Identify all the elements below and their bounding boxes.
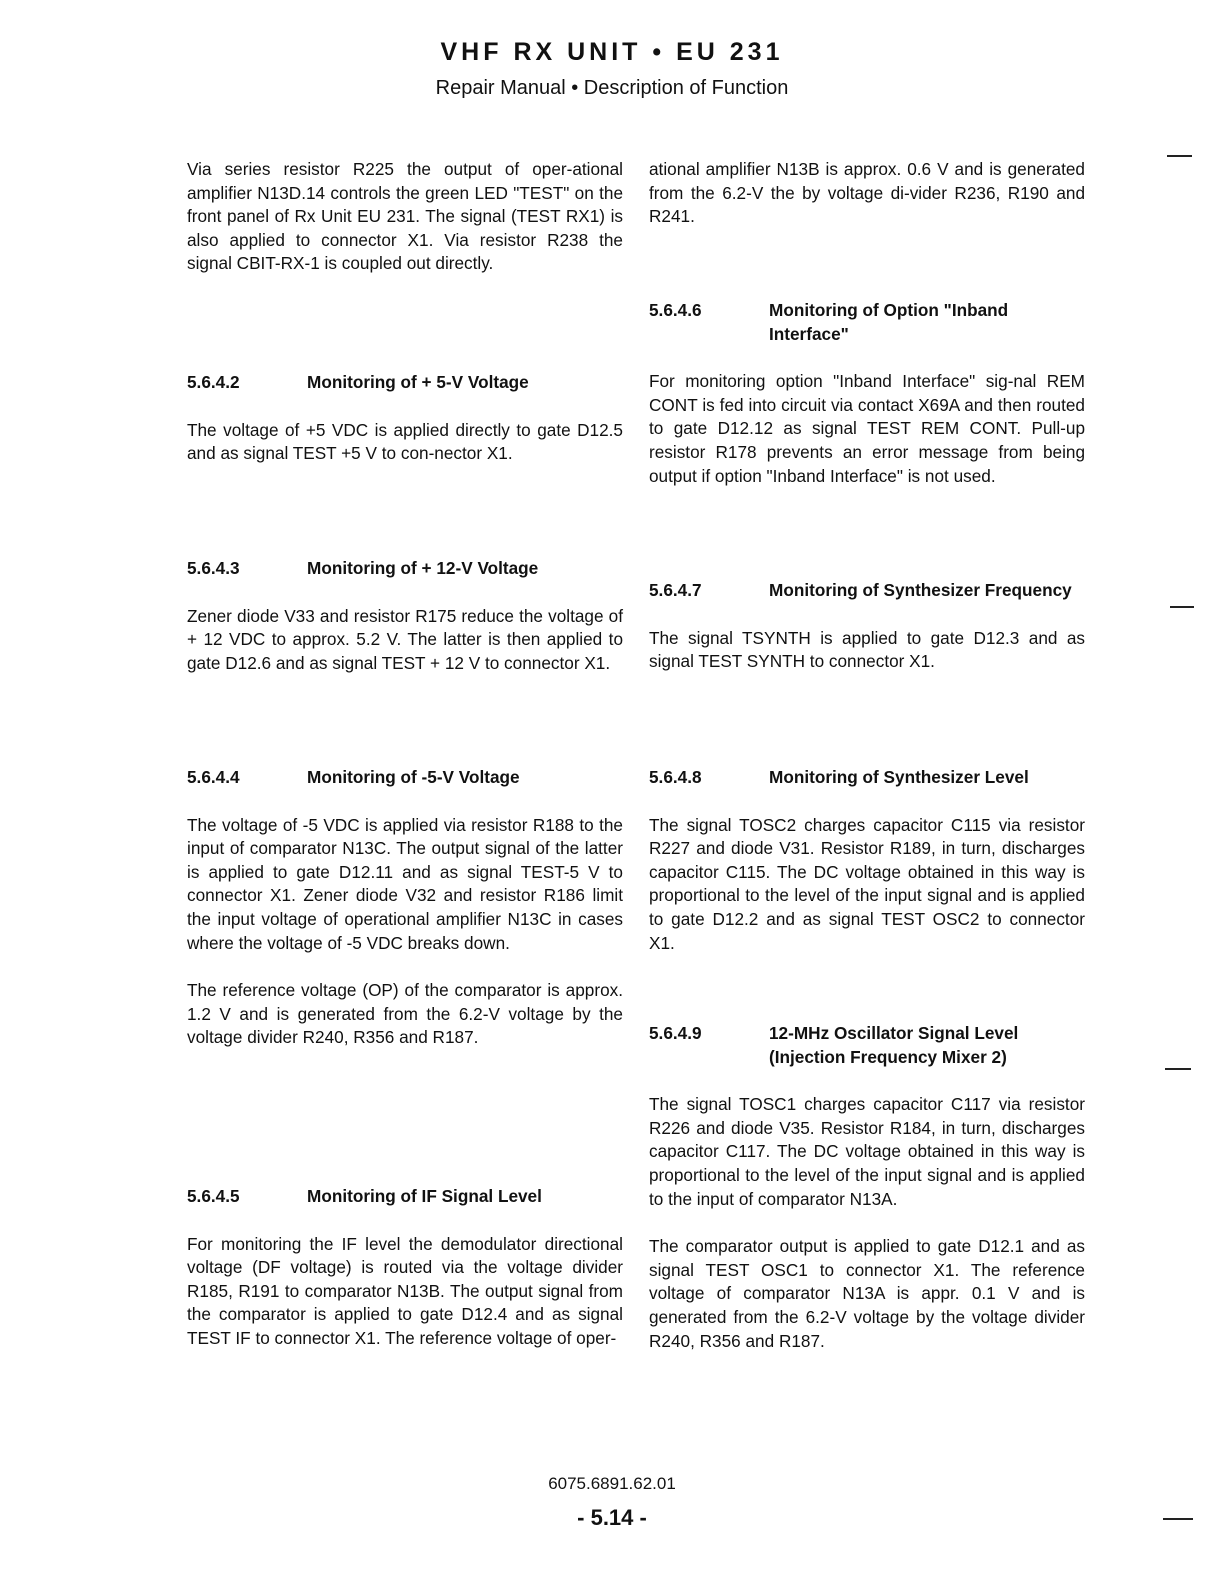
section-title: Monitoring of Synthesizer Level — [769, 767, 1029, 787]
section-title: 12-MHz Oscillator Signal Level (Injection Frequency Mixer 2) — [769, 1023, 1019, 1067]
section-body: The signal TSYNTH is applied to gate D12.3 and as signal TEST SYNTH to connector X1. — [649, 627, 1085, 672]
section-5-6-4-4 — [187, 766, 623, 1050]
section-number: 5.6.4.7 — [649, 580, 702, 600]
section-5-6-4-3 — [187, 557, 623, 675]
section-number: 5.6.4.4 — [187, 767, 240, 787]
document-number: 6075.6891.62.01 — [548, 1474, 676, 1493]
section-body: The voltage of +5 VDC is applied directly to gate D12.5 and as signal TEST +5 V to con-nector X1. — [187, 419, 623, 464]
section-body: For monitoring option "Inband Interface" sig-nal REM CONT is fed into circuit via contact X69A and then routed to gate D12.12 as signal TEST REM CONT. Pull-up resistor R178 prevents an error message from being output if option "Inband Interface" is not used. — [649, 371, 1085, 486]
section-title: Monitoring of + 12-V Voltage — [307, 558, 539, 578]
page-number: - 5.14 - — [577, 1505, 647, 1530]
section-body: For monitoring the IF level the demodulator directional voltage (DF voltage) is routed via the voltage divider R185, R191 to comparator N13B. The output signal from the comparator is applied to gate D12.4 and as signal TEST IF to connector X1. The reference voltage of oper- — [187, 1233, 623, 1348]
section-5-6-4-6 — [649, 299, 1085, 488]
section-body: Zener diode V33 and resistor R175 reduce the voltage of + 12 VDC to approx. 5.2 V. The latter is then applied to gate D12.6 and as signal TEST + 12 V to connector X1. — [187, 605, 623, 673]
document-title: VHF RX UNIT • EU 231 — [440, 38, 784, 66]
margin-mark — [1165, 1068, 1191, 1070]
section-number: 5.6.4.6 — [649, 300, 702, 320]
section-5-6-4-2 — [187, 371, 623, 466]
margin-mark — [1170, 606, 1194, 608]
margin-mark — [1167, 155, 1192, 157]
section-5-6-4-5 — [187, 1185, 623, 1351]
section-number: 5.6.4.3 — [187, 558, 240, 578]
section-number: 5.6.4.2 — [187, 372, 240, 392]
section-title: Monitoring of Synthesizer Frequency — [769, 580, 1072, 600]
section-title: Monitoring of Option "Inband Interface" — [769, 300, 1009, 344]
section-body: The signal TOSC1 charges capacitor C117 via resistor R226 and diode V35. Resistor R184, in turn, discharges capacitor C117. The DC voltage obtained in this way is proportional to the level of the input signal and is applied to the input of comparator N13A. — [649, 1094, 1085, 1209]
intro-paragraph-right: ational amplifier N13B is approx. 0.6 V and is generated from the 6.2-V the by voltage di-vider R236, R190 and R241. — [649, 159, 1085, 227]
section-number: 5.6.4.8 — [649, 767, 702, 787]
section-number: 5.6.4.9 — [649, 1023, 702, 1043]
section-title: Monitoring of IF Signal Level — [307, 1186, 542, 1206]
section-5-6-4-8 — [649, 766, 1085, 955]
section-body: The voltage of -5 VDC is applied via resistor R188 to the input of comparator N13C. The output signal of the latter is applied to gate D12.11 and as signal TEST-5 V to connector X1. Zener diode V32 and resistor R186 limit the input voltage of operational amplifier N13C in cases where the voltage of -5 VDC breaks down. — [187, 814, 623, 953]
section-title: Monitoring of + 5-V Voltage — [307, 372, 529, 392]
intro-paragraph-left: Via series resistor R225 the output of oper-ational amplifier N13D.14 controls the green LED "TEST" on the front panel of Rx Unit EU 231. The signal (TEST RX1) is also applied to connector X1. Via resistor R238 the signal CBIT-RX-1 is coupled out directly. — [187, 159, 623, 274]
section-title: Monitoring of -5-V Voltage — [307, 767, 520, 787]
section-body-continued: The reference voltage (OP) of the comparator is approx. 1.2 V and is generated from the 6.2-V voltage by the voltage divider R240, R356 and R187. — [187, 980, 623, 1048]
page-header — [0, 36, 1224, 102]
section-body: The signal TOSC2 charges capacitor C115 via resistor R227 and diode V31. Resistor R189, in turn, discharges capacitor C115. The DC voltage obtained in this way is proportional to the level of the input signal and is applied to gate D12.2 and as signal TEST OSC2 to connector X1. — [649, 814, 1085, 953]
section-body-continued: The comparator output is applied to gate D12.1 and as signal TEST OSC1 to connector X1. The reference voltage of comparator N13A is appr. 0.1 V and is generated from the 6.2-V voltage by the voltage divider R240, R356 and R187. — [649, 1236, 1085, 1351]
section-5-6-4-9 — [649, 1022, 1085, 1353]
section-5-6-4-7 — [649, 579, 1085, 674]
section-number: 5.6.4.5 — [187, 1186, 240, 1206]
document-subtitle: Repair Manual • Description of Function — [435, 77, 789, 99]
